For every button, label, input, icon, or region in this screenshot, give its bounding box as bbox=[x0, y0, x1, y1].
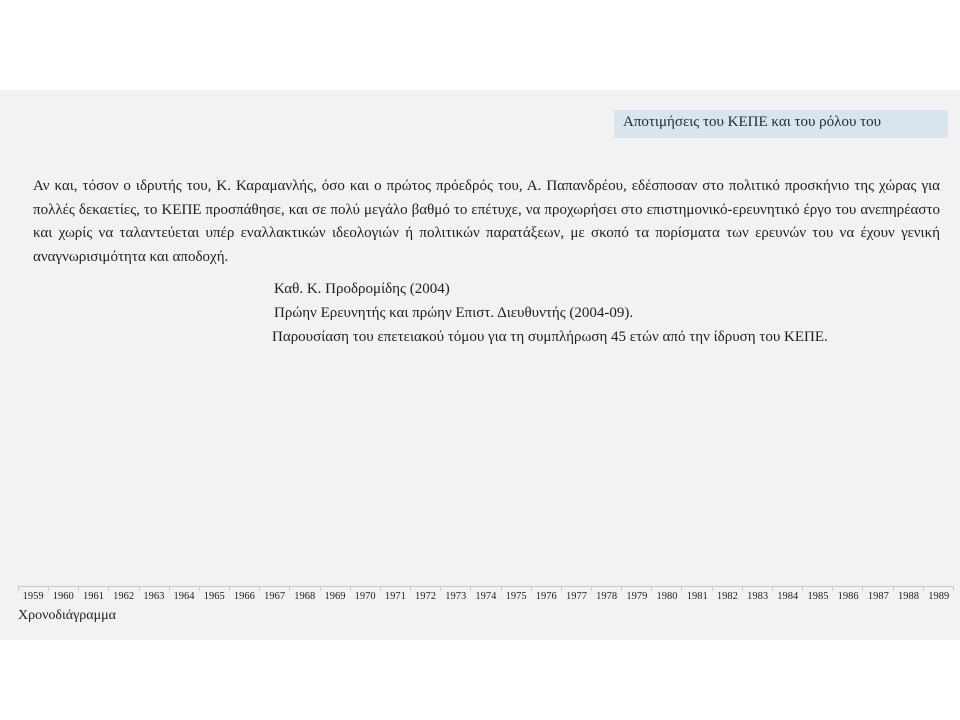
timeline-year-1962: 1962 bbox=[113, 591, 135, 602]
timeline-year-1967: 1967 bbox=[264, 591, 286, 602]
timeline-year-1988: 1988 bbox=[898, 591, 920, 602]
timeline-year-1971: 1971 bbox=[384, 591, 406, 602]
timeline-year-1959: 1959 bbox=[22, 591, 44, 602]
timeline-year-1984: 1984 bbox=[777, 591, 799, 602]
timeline-year-1965: 1965 bbox=[203, 591, 225, 602]
section-tag: Αποτιμήσεις του ΚΕΠΕ και του ρόλου του bbox=[614, 110, 948, 138]
timeline-year-1961: 1961 bbox=[82, 591, 104, 602]
attribution-source: Παρουσίαση του επετειακού τόμου για τη συμπλήρωση 45 ετών από την ίδρυση του ΚΕΠΕ. bbox=[272, 329, 828, 345]
timeline-year-1964: 1964 bbox=[173, 591, 195, 602]
timeline-year-1987: 1987 bbox=[867, 591, 889, 602]
timeline-year-1970: 1970 bbox=[354, 591, 376, 602]
timeline-years bbox=[18, 591, 954, 602]
timeline-year-1976: 1976 bbox=[535, 591, 557, 602]
timeline-year-1973: 1973 bbox=[445, 591, 467, 602]
timeline-year-1969: 1969 bbox=[324, 591, 346, 602]
timeline-year-1985: 1985 bbox=[807, 591, 829, 602]
timeline-year-1979: 1979 bbox=[626, 591, 648, 602]
timeline bbox=[18, 581, 954, 603]
timeline-year-1986: 1986 bbox=[837, 591, 859, 602]
timeline-year-1982: 1982 bbox=[716, 591, 738, 602]
attribution-role: Πρώην Ερευνητής και πρώην Επιστ. Διευθυντής (2004-09). bbox=[274, 305, 634, 321]
timeline-year-1980: 1980 bbox=[656, 591, 678, 602]
timeline-year-1974: 1974 bbox=[475, 591, 497, 602]
timeline-year-1963: 1963 bbox=[143, 591, 165, 602]
timeline-year-1966: 1966 bbox=[233, 591, 255, 602]
timeline-year-1968: 1968 bbox=[294, 591, 316, 602]
slide-background bbox=[0, 90, 960, 640]
timeline-year-1978: 1978 bbox=[596, 591, 618, 602]
quote-text: Αν και, τόσον ο ιδρυτής του, Κ. Καραμανλής, όσο και ο πρώτος πρόεδρός του, Α. Παπανδρέου, εδέσποσαν στο πολιτικό προσκήνιο της χώρας για πολλές δεκαετίες, το ΚΕΠΕ προσπάθησε, και σε πολύ μεγάλο βαθμό το επέτυχε, να προχωρήσει στο επιστημονικό-ερευνητικό έργο του ανεπηρέαστο και χωρίς να ταλαντεύεται υπέρ εναλλακτικών ιδεολογιών ή πολιτικών παρατάξεων, με σκοπό τα πορίσματα των ερευνών του να έχουν γενική αναγνωρισιμότητα και αποδοχή. bbox=[33, 178, 940, 265]
timeline-label: Χρονοδιάγραμμα bbox=[18, 608, 116, 623]
timeline-year-1960: 1960 bbox=[52, 591, 74, 602]
timeline-year-1972: 1972 bbox=[415, 591, 437, 602]
timeline-year-1983: 1983 bbox=[747, 591, 769, 602]
quote-attribution bbox=[272, 277, 952, 349]
timeline-year-1981: 1981 bbox=[686, 591, 708, 602]
timeline-year-1975: 1975 bbox=[505, 591, 527, 602]
timeline-year-1989: 1989 bbox=[928, 591, 950, 602]
timeline-year-1977: 1977 bbox=[565, 591, 587, 602]
attribution-author: Καθ. Κ. Προδρομίδης (2004) bbox=[274, 281, 450, 297]
